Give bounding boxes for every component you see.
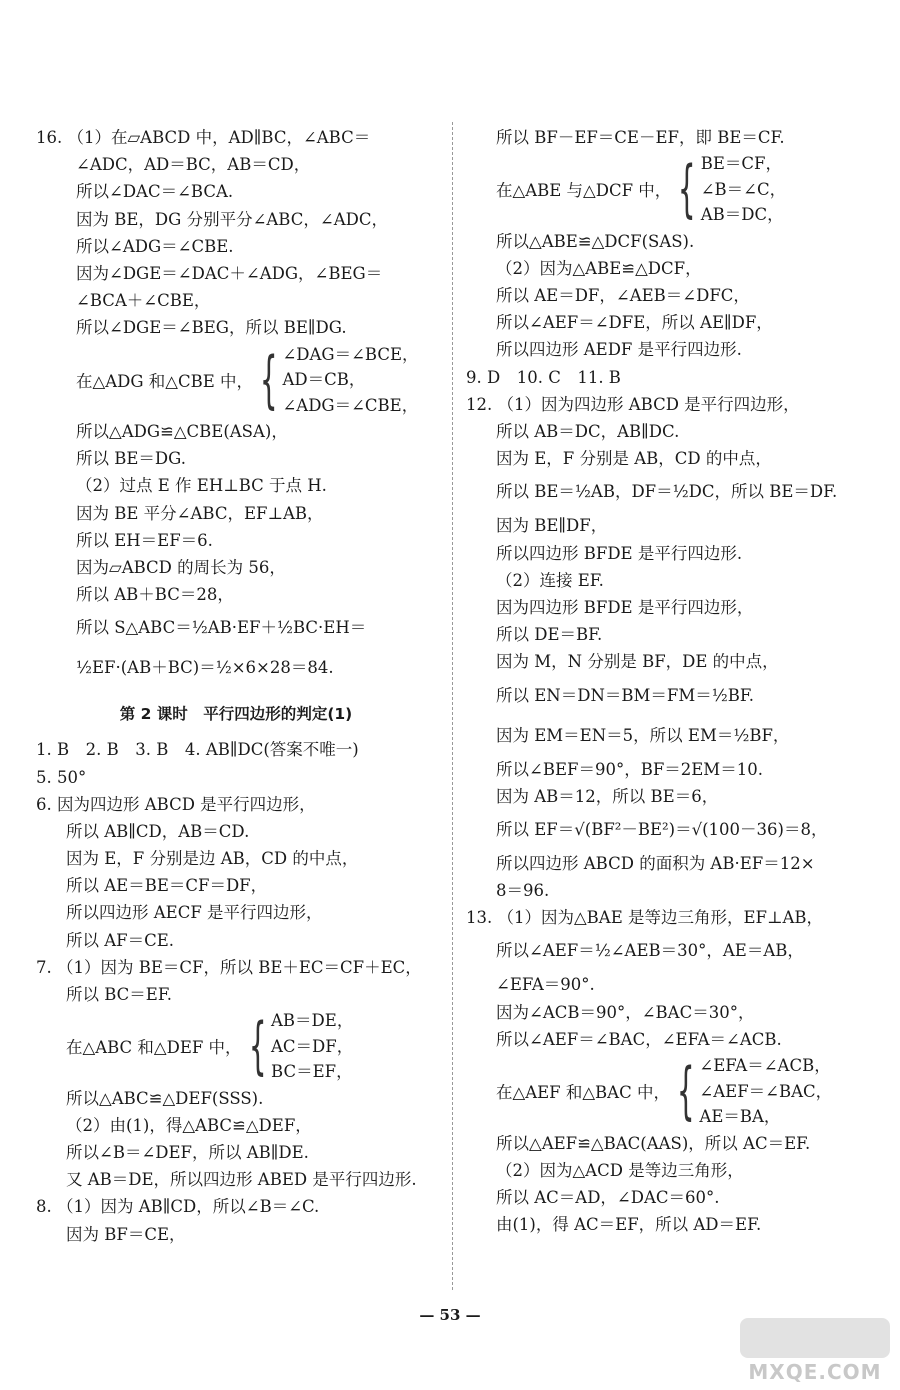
text-line: 所以 AC＝AD，∠DAC＝60°.	[496, 1187, 720, 1207]
text-line: ∠BCA＋∠CBE，	[76, 291, 211, 311]
left-brace: {	[678, 152, 696, 226]
text-line: 因为 BE∥DF，	[496, 516, 608, 536]
system-block	[466, 1053, 866, 1130]
text-line: AC＝DF，	[271, 1036, 354, 1056]
text-line: 在△AEF 和△BAC 中，	[496, 1083, 670, 1103]
text-line: ∠ADC，AD＝BC，AB＝CD，	[76, 155, 311, 175]
text-line: 所以∠DGE＝∠BEG，所以 BE∥DG.	[76, 318, 347, 338]
text-line: BC＝EF，	[271, 1062, 353, 1082]
text-line: 因为▱ABCD 的周长为 56，	[76, 557, 286, 577]
text-line: AB＝DE，	[271, 1011, 354, 1031]
text-line: 所以∠B＝∠DEF，所以 AB∥DE.	[66, 1143, 309, 1163]
text-line: 所以△ABE≌△DCF(SAS).	[496, 231, 695, 251]
text-line: 因为 E，F 分别是边 AB，CD 的中点，	[66, 849, 359, 869]
text-line: 因为∠DGE＝∠DAC＋∠ADG，∠BEG＝	[76, 263, 383, 283]
text-line: 所以 AB＝DC，AB∥DC.	[496, 422, 680, 441]
text-line: 因为 E，F 分别是 AB，CD 的中点，	[496, 449, 772, 469]
text-line: AE＝BA，	[699, 1107, 781, 1126]
text-line: 因为 BE，DG 分别平分∠ABC，∠ADC，	[76, 209, 388, 229]
text-line: 所以 BF－EF＝CE－EF，即 BE＝CF.	[496, 128, 785, 147]
text-line: 所以四边形 BFDE 是平行四边形.	[496, 543, 743, 563]
text-line: 1. B 2. B 3. B 4. AB∥DC(答案不唯一)	[36, 740, 359, 760]
text-line: 所以△AEF≌△BAC(AAS)，所以 AC＝EF.	[496, 1133, 811, 1153]
text-line: BE＝CF，	[700, 154, 782, 174]
text-line: 8. （1）因为 AB∥CD，所以∠B＝∠C.	[36, 1197, 320, 1217]
text-line: 所以 S△ABC＝½AB·EF＋½BC·EH＝	[76, 618, 367, 638]
text-line: 所以△ADG≌△CBE(ASA)，	[76, 422, 288, 441]
text-line: 所以∠ADG＝∠CBE.	[76, 236, 234, 256]
text-line: （2）因为△ACD 是等边三角形，	[496, 1160, 744, 1180]
text-line: 所以 AB＋BC＝28，	[76, 585, 234, 605]
text-line: 5. 50°	[36, 767, 87, 787]
text-line: 所以∠AEF＝½∠AEB＝30°，AE＝AB，	[496, 941, 804, 961]
text-line: 所以△ABC≌△DEF(SSS).	[66, 1088, 264, 1108]
text-line: 6. 因为四边形 ABCD 是平行四边形，	[36, 794, 316, 814]
brace-lines	[282, 342, 418, 419]
text-line: ∠EFA＝90°.	[496, 975, 595, 995]
watermark-badge	[740, 1318, 890, 1358]
left-column	[36, 124, 436, 1248]
brace-lines	[271, 1008, 353, 1085]
text-line: ∠ADG＝∠CBE，	[282, 395, 419, 415]
text-line: 所以 AF＝CE.	[66, 930, 175, 950]
right-column	[466, 124, 866, 1238]
text-line: 因为四边形 BFDE 是平行四边形，	[496, 597, 754, 617]
text-line: ∠AEF＝∠BAC，	[699, 1081, 833, 1101]
text-line: 所以 BC＝EF.	[66, 985, 172, 1004]
system-block	[36, 342, 436, 419]
text-line: 所以 EH＝EF＝6.	[76, 530, 213, 550]
text-line: 所以 EF＝√(BF²－BE²)＝√(100－36)＝8，	[496, 819, 828, 839]
text-line: 因为 BF＝CE，	[66, 1224, 186, 1244]
section-heading: 第 2 课时 平行四边形的判定(1)	[119, 705, 353, 724]
watermark-url: MXQE.COM	[748, 1360, 882, 1384]
text-line: 所以四边形 AEDF 是平行四边形.	[496, 340, 742, 360]
text-line: 在△ABE 与△DCF 中，	[496, 181, 672, 201]
text-line: AD＝CB，	[282, 370, 366, 389]
text-line: 所以 AB∥CD，AB＝CD.	[66, 821, 250, 841]
text-line: 因为∠ACB＝90°，∠BAC＝30°，	[496, 1002, 755, 1022]
text-line: 所以∠BEF＝90°，BF＝2EM＝10.	[496, 759, 763, 779]
text-line: 所以 EN＝DN＝BM＝FM＝½BF.	[496, 685, 754, 705]
text-line: 8＝96.	[496, 881, 550, 901]
text-line: 所以∠AEF＝∠DFE，所以 AE∥DF，	[496, 313, 773, 333]
left-brace: {	[259, 342, 278, 416]
text-line: 所以 BE＝DG.	[76, 449, 186, 469]
text-line: ½EF·(AB＋BC)＝½×6×28＝84.	[76, 658, 334, 678]
text-line: ∠EFA＝∠ACB，	[699, 1056, 831, 1075]
text-line: 7. （1）因为 BE＝CF，所以 BE＋EC＝CF＋EC，	[36, 957, 422, 977]
text-line: （2）由(1)，得△ABC≌△DEF，	[66, 1115, 312, 1135]
text-line: 又 AB＝DE，所以四边形 ABED 是平行四边形.	[66, 1170, 417, 1190]
text-line: （2）因为△ABE≌△DCF，	[496, 258, 702, 278]
text-line: 所以∠DAC＝∠BCA.	[76, 182, 234, 202]
left-brace: {	[676, 1054, 695, 1128]
text-line: 在△ADG 和△CBE 中，	[76, 371, 253, 391]
brace-lines	[701, 151, 786, 228]
text-line: 12. （1）因为四边形 ABCD 是平行四边形，	[466, 394, 800, 414]
text-line: 所以 DE＝BF.	[496, 625, 603, 645]
text-line: ∠B＝∠C，	[700, 179, 787, 199]
page-number: — 53 —	[419, 1306, 481, 1324]
watermark-logo	[740, 1318, 890, 1382]
column-divider	[452, 122, 453, 1290]
left-brace: {	[248, 1009, 267, 1083]
text-line: 因为 AB＝12，所以 BE＝6，	[496, 786, 719, 806]
text-line: 由(1)，得 AC＝EF，所以 AD＝EF.	[496, 1215, 762, 1235]
text-line: 所以∠AEF＝∠BAC，∠EFA＝∠ACB.	[496, 1029, 782, 1049]
text-line: 所以四边形 ABCD 的面积为 AB·EF＝12×	[496, 853, 815, 873]
text-line: 因为 EM＝EN＝5，所以 EM＝½BF，	[496, 725, 790, 745]
text-line: 因为 BE 平分∠ABC，EF⊥AB，	[76, 503, 324, 523]
system-block	[36, 1008, 436, 1085]
text-line: 13. （1）因为△BAE 是等边三角形，EF⊥AB，	[466, 908, 824, 928]
text-line: 在△ABC 和△DEF 中，	[66, 1038, 242, 1058]
text-line: 因为 M，N 分别是 BF，DE 的中点，	[496, 652, 779, 672]
text-line: 所以 AE＝DF，∠AEB＝∠DFC，	[496, 286, 750, 306]
text-line: AB＝DC，	[700, 205, 784, 225]
brace-lines	[699, 1053, 832, 1130]
text-line: （2）连接 EF.	[496, 570, 604, 590]
text-line: 16. （1）在▱ABCD 中，AD∥BC，∠ABC＝	[36, 128, 371, 147]
system-block	[466, 151, 866, 228]
text-line: （2）过点 E 作 EH⊥BC 于点 H.	[76, 476, 327, 496]
text-line: 所以 BE＝½AB，DF＝½DC，所以 BE＝DF.	[496, 482, 838, 502]
text-line: ∠DAG＝∠BCE，	[282, 344, 419, 364]
text-line: 9. D 10. C 11. B	[466, 367, 621, 387]
text-line: 所以四边形 AECF 是平行四边形，	[66, 903, 323, 923]
text-line: 所以 AE＝BE＝CF＝DF，	[66, 876, 268, 896]
